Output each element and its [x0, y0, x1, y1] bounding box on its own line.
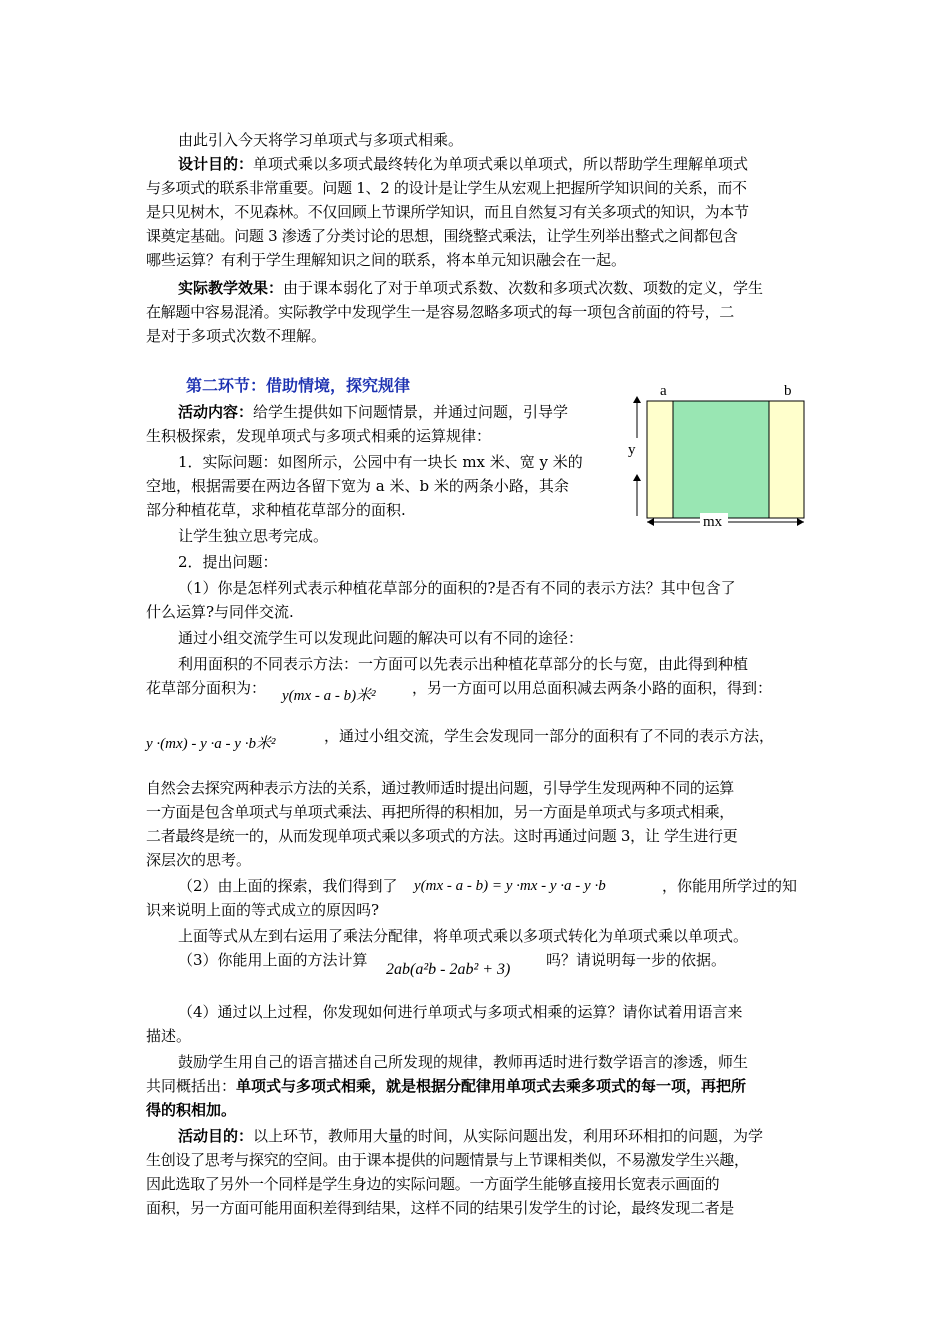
left-path-strip	[647, 401, 673, 518]
design-purpose-line	[178, 152, 748, 176]
explore-text: 二者最终是统一的，从而发现单项式乘以多项式的方法。这时再通过问题 3，让 学生进行更	[146, 827, 738, 845]
activity-content-text: 生积极探索，发现单项式与多项式相乘的运算规律：	[146, 427, 492, 445]
encourage-text: 鼓励学生用自己的语言描述自己所发现的规律，教师再适时进行数学语言的渗透，师生	[178, 1053, 749, 1071]
activity-purpose-text: 生创设了思考与探究的空间。由于课本提供的问题情景与上节课相类似，不易激发学生兴趣，	[146, 1151, 749, 1169]
label-a: a	[660, 383, 667, 399]
problem-2-text: ，你能用所学过的知	[662, 877, 798, 895]
garden-area	[673, 401, 769, 518]
encourage-text: 共同概括出：	[146, 1077, 237, 1095]
up-arrow-icon	[633, 396, 641, 403]
left-arrow-icon	[647, 518, 654, 526]
design-purpose-text: 单项式乘以多项式最终转化为单项式乘以单项式，所以帮助学生理解单项式	[253, 155, 749, 173]
intro-line: 由此引入今天将学习单项式与多项式相乘。	[178, 131, 464, 149]
formula-distributive: y(mx - a - b) = y ·mx - y ·a - y ·b	[414, 878, 606, 894]
problem-1-text: （1）你是怎样列式表示种植花草部分的面积的?是否有不同的表示方法？其中包含了	[178, 579, 736, 597]
formula-area-1: y(mx - a - b)米²	[282, 688, 376, 704]
question-1-text: 1．实际问题：如图所示，公园中有一块长 mx 米、宽 y 米的	[178, 453, 583, 471]
activity-content-label: 活动内容：	[178, 403, 254, 421]
section-heading: 第二环节：借助情境，探究规律	[186, 376, 411, 395]
activity-purpose-text: 面积，另一方面可能用面积差得到结果，这样不同的结果引发学生的讨论，最终发现二者是	[146, 1199, 735, 1217]
up-arrow-icon	[633, 474, 641, 481]
question-1-text: 部分种植花草，求种植花草部分的面积.	[146, 501, 406, 519]
explore-text: 深层次的思考。	[146, 851, 252, 869]
design-purpose-label: 设计目的：	[178, 155, 254, 173]
teaching-effect-label: 实际教学效果：	[178, 279, 284, 297]
design-purpose-text: 是只见树木，不见森林。不仅回顾上节课所学知识，而且自然复习有关多项式的知识，为本节	[146, 203, 749, 221]
explore-text: 自然会去探究两种表示方法的关系，通过教师适时提出问题，引导学生发现两种不同的运算	[146, 779, 735, 797]
label-mx: mx	[703, 514, 723, 528]
design-purpose-text: 哪些运算？有利于学生理解知识之间的联系，将本单元知识融会在一起。	[146, 251, 627, 269]
question-1-text: 空地，根据需要在两边各留下宽为 a 米、b 米的两条小路，其余	[146, 477, 569, 495]
activity-purpose-text: 因此选取了另外一个同样是学生身边的实际问题。一方面学生能够直接用长宽表示画面的	[146, 1175, 720, 1193]
question-2-heading: 2．提出问题：	[178, 553, 278, 571]
area-method-text: ，通过小组交流，学生会发现同一部分的面积有了不同的表示方法，	[324, 727, 775, 745]
activity-purpose-text: 以上环节，教师用大量的时间，从实际问题出发，利用环环相扣的问题，为学	[253, 1127, 764, 1145]
think-instruction: 让学生独立思考完成。	[178, 527, 329, 545]
problem-2-answer: 上面等式从左到右运用了乘法分配律，将单项式乘以多项式转化为单项式乘以单项式。	[178, 927, 749, 945]
area-method-text: ，另一方面可以用总面积减去两条小路的面积，得到：	[412, 679, 773, 697]
problem-1-text: 什么运算?与同伴交流.	[146, 603, 294, 621]
teaching-effect-line	[178, 276, 763, 300]
area-method-text: 利用面积的不同表示方法：一方面可以先表示出种植花草部分的长与宽，由此得到种植	[178, 655, 749, 673]
exchange-text: 通过小组交流学生可以发现此问题的解决可以有不同的途径：	[178, 629, 584, 647]
label-b: b	[784, 383, 792, 399]
explore-text: 一方面是包含单项式与单项式乘法、再把所得的积相加，另一方面是单项式与多项式相乘，	[146, 803, 735, 821]
activity-content-line	[178, 400, 568, 424]
problem-4-text: 描述。	[146, 1027, 192, 1045]
design-purpose-text: 课奠定基础。问题 3 渗透了分类讨论的思想，围绕整式乘法，让学生列举出整式之间都包含	[146, 227, 738, 245]
problem-3-text: （3）你能用上面的方法计算	[178, 951, 368, 969]
teaching-effect-text: 由于课本弱化了对于单项式系数、次数和多项式次数、项数的定义，学生	[283, 279, 764, 297]
teaching-effect-text: 是对于多项式次数不理解。	[146, 327, 327, 345]
teaching-effect-text: 在解题中容易混淆。实际教学中发现学生一是容易忽略多项式的每一项包含前面的符号，二	[146, 303, 735, 321]
problem-4-text: （4）通过以上过程，你发现如何进行单项式与多项式相乘的运算？请你试着用语言来	[178, 1003, 743, 1021]
label-y: y	[628, 442, 636, 458]
encourage-line	[146, 1074, 746, 1098]
problem-2-text: （2）由上面的探索，我们得到了	[178, 877, 398, 895]
rule-statement: 单项式与多项式相乘，就是根据分配律用单项式去乘多项式的每一项，再把所	[236, 1077, 747, 1095]
right-path-strip	[769, 401, 804, 518]
problem-3-text: 吗？请说明每一步的依据。	[546, 951, 727, 969]
activity-purpose-label: 活动目的：	[178, 1127, 254, 1145]
garden-figure	[620, 378, 820, 528]
design-purpose-text: 与多项式的联系非常重要。问题 1、2 的设计是让学生从宏观上把握所学知识间的关系，而不	[146, 179, 747, 197]
area-method-text: 花草部分面积为：	[146, 679, 267, 697]
right-arrow-icon	[797, 518, 804, 526]
problem-2-text: 识来说明上面的等式成立的原因吗?	[146, 901, 380, 919]
activity-purpose-line	[178, 1124, 763, 1148]
formula-area-2: y ·(mx) - y ·a - y ·b米²	[146, 736, 276, 752]
activity-content-text: 给学生提供如下问题情景，并通过问题，引导学	[253, 403, 569, 421]
rule-statement: 得的积相加。	[146, 1101, 237, 1119]
formula-compute: 2ab(a²b - 2ab² + 3)	[386, 961, 511, 978]
